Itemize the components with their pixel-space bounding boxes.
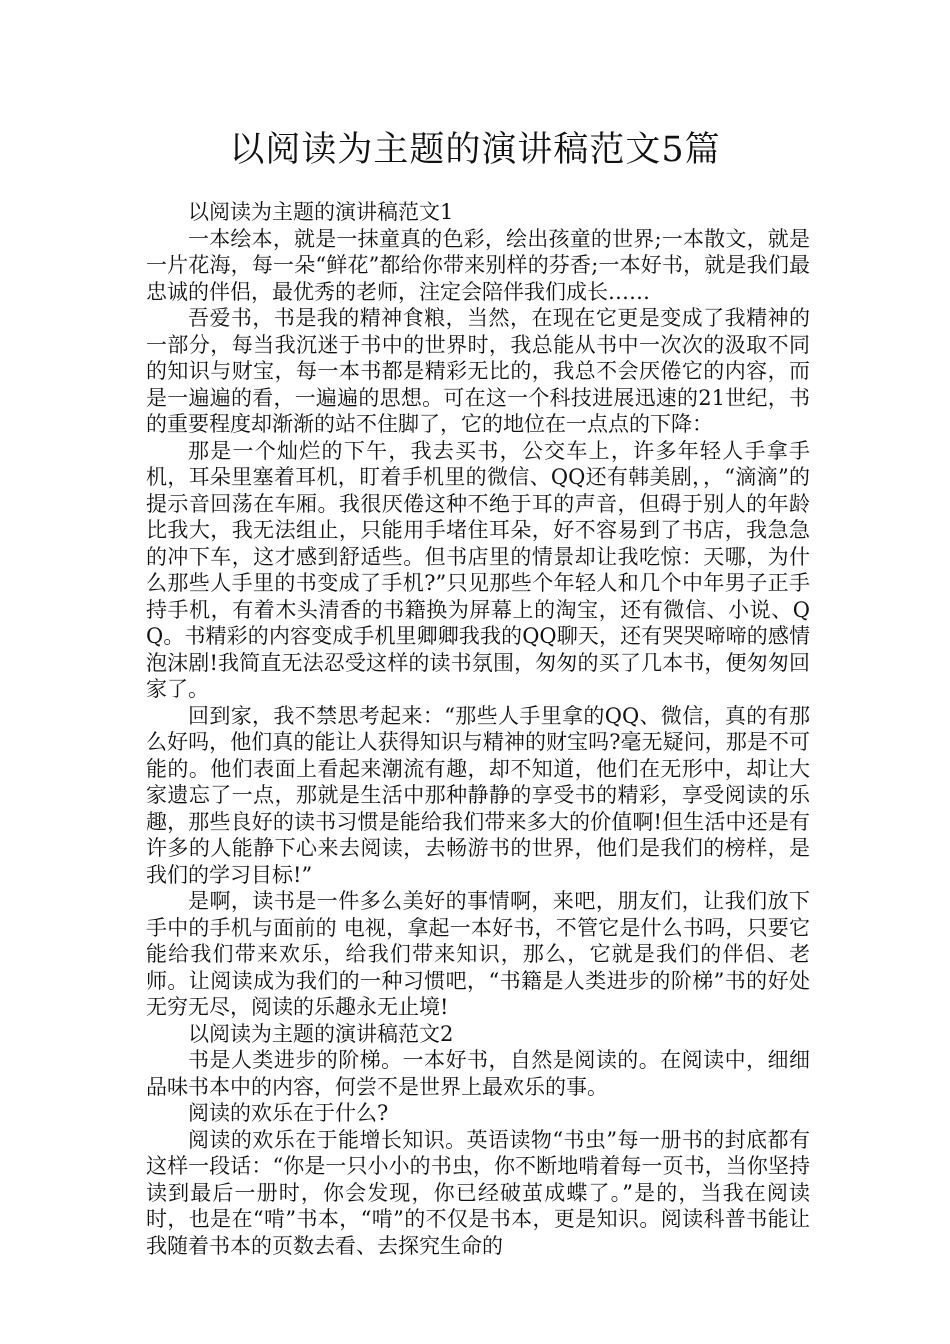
body-paragraph: 阅读的欢乐在于能增长知识。英语读物“书虫”每一册书的封底都有这样一段话：“你是一只小小的书虫，你不断地啃着每一页书，当你坚持读到最后一册时，你会发现，你已经破茧成蝶了。”是的，当我在阅读时，也是在“啃”书本，“啃”的不仅是书本，更是知识。阅读科普书能让我随着书本的页数去看、去探究生命的	[146, 1127, 810, 1258]
section-heading-1: 以阅读为主题的演讲稿范文1	[188, 200, 454, 224]
body-paragraph: 是啊，读书是一件多么美好的事情啊，来吧，朋友们，让我们放下手中的手机与面前的 电视，拿起一本好书，不管它是什么书吗，只要它能给我们带来欢乐，给我们带来知识，那么，它就是我们的伴侣、老师。让阅读成为我们的一种习惯吧，“书籍是人类进步的阶梯”书的好处无穷无尽，阅读的乐趣永无止境!	[146, 889, 810, 1019]
body-paragraph: 回到家，我不禁思考起来：“那些人手里拿的QQ、微信，真的有那么好吗，他们真的能让人获得知识与精神的财宝吗?毫无疑问，那是不可能的。他们表面上看起来潮流有趣，却不知道，他们在无形中，却让大家遗忘了一点，那就是生活中那种静静的享受书的精彩，享受阅读的乐趣，那些良好的读书习惯是能给我们带来多大的价值啊!但生活中还是有许多的人能静下心来去阅读，去畅游书的世界，他们是我们的榜样，是我们的学习目标!”	[146, 703, 810, 887]
body-paragraph: 一本绘本，就是一抹童真的色彩，绘出孩童的世界;一本散文，就是一片花海，每一朵“鲜花”都给你带来别样的芬香;一本好书，就是我们最忠诚的伴侣，最优秀的老师，注定会陪伴我们成长……	[146, 226, 810, 304]
body-paragraph: 阅读的欢乐在于什么?	[188, 1101, 389, 1125]
body-paragraph: 书是人类进步的阶梯。一本好书，自然是阅读的。在阅读中，细细品味书本中的内容，何尝不是世界上最欢乐的事。	[146, 1048, 810, 1099]
document-title: 以阅读为主题的演讲稿范文5篇	[229, 130, 721, 170]
body-paragraph: 那是一个灿烂的下午，我去买书，公交车上，许多年轻人手拿手机，耳朵里塞着耳机，盯着手机里的微信、QQ还有韩美剧，，“滴滴”的提示音回荡在车厢。我很厌倦这种不绝于耳的声音，但碍于别人的年龄比我大，我无法组止，只能用手堵住耳朵，好不容易到了书店，我急急的冲下车，这才感到舒适些。但书店里的情景却让我吃惊：天哪，为什么那些人手里的书变成了手机?”只见那些个年轻人和几个中年男子正手持手机，有着木头清香的书籍换为屏幕上的淘宝，还有微信、小说、QQ。书精彩的内容变成手机里卿卿我我的QQ聊天，还有哭哭啼啼的感情泡沫剧!我简直无法忍受这样的读书氛围，匆匆的买了几本书，便匆匆回家了。	[146, 438, 810, 701]
body-paragraph: 吾爱书，书是我的精神食粮，当然，在现在它更是变成了我精神的一部分，每当我沉迷于书中的世界时，我总能从书中一次次的汲取不同的知识与财宝，每一本书都是精彩无比的，我总不会厌倦它的内容，而是一遍遍的看，一遍遍的思想。可在这一个科技进展迅速的21世纪，书的重要程度却渐渐的站不住脚了，它的地位在一点点的下降：	[146, 306, 810, 436]
section-heading-2: 以阅读为主题的演讲稿范文2	[188, 1021, 454, 1046]
document-body	[146, 199, 810, 1259]
